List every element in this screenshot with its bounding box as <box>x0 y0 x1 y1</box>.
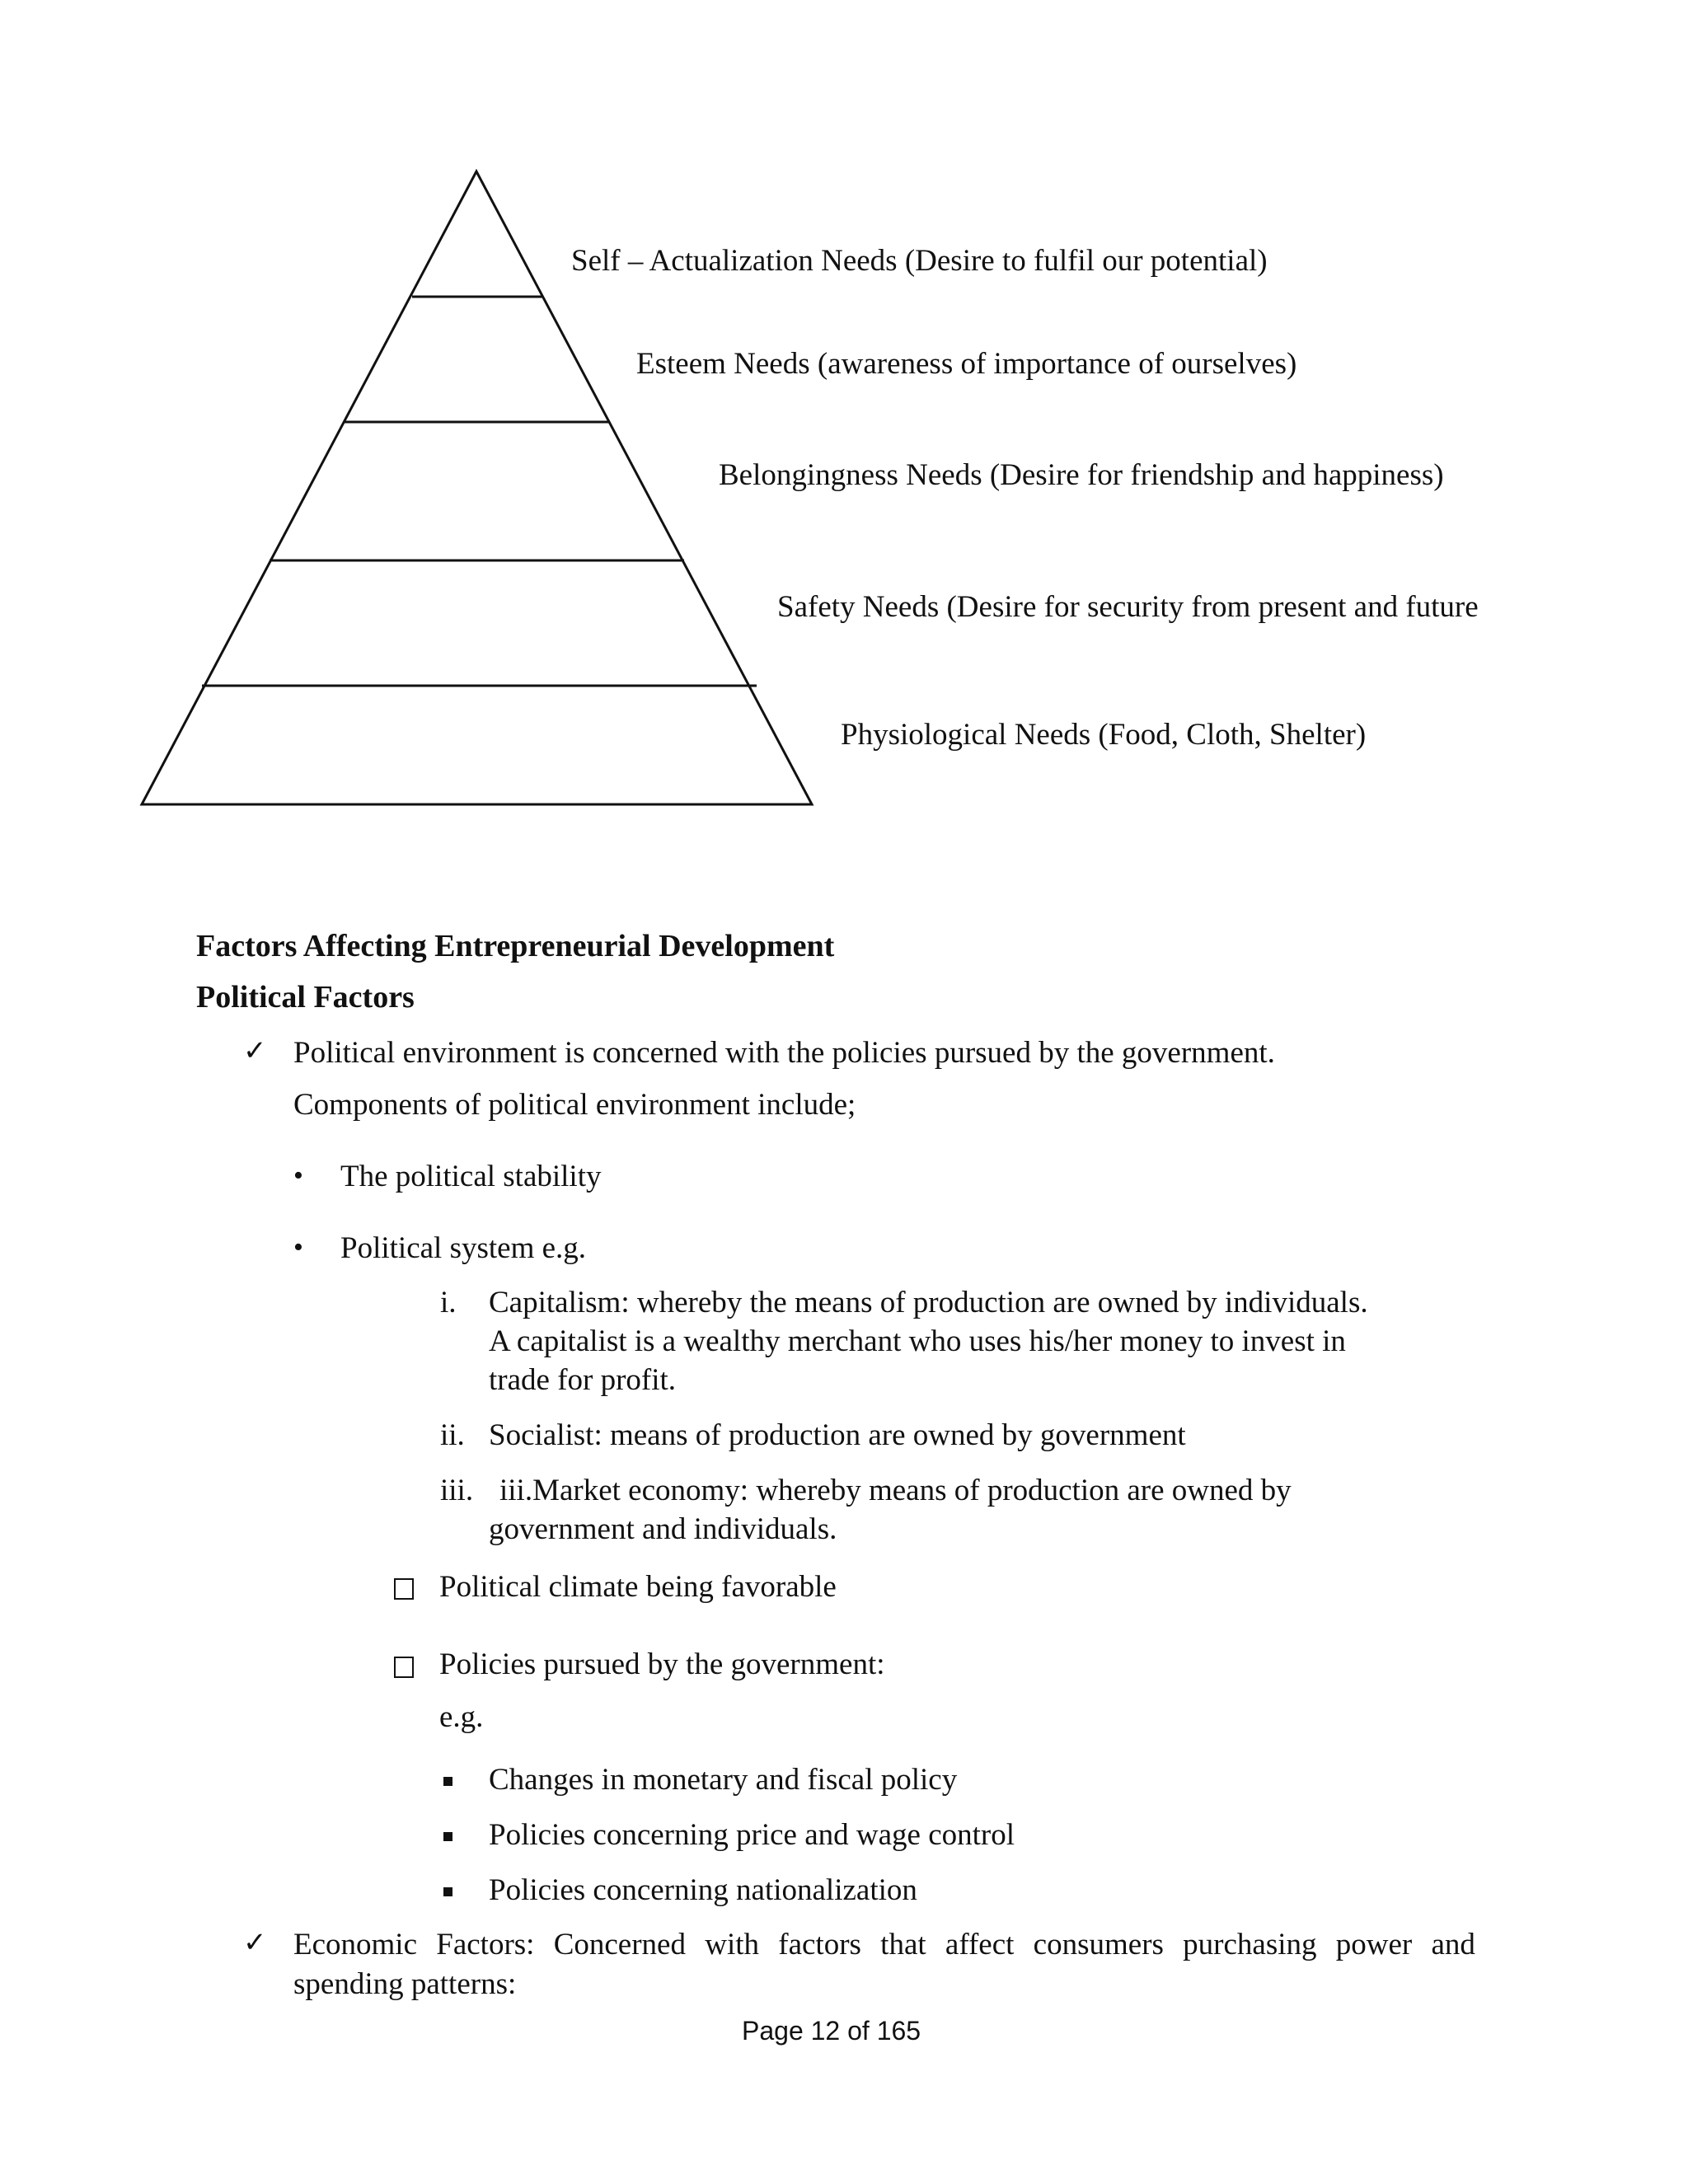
political-point-line1: Political environment is concerned with the policies pursued by the government. <box>293 1036 1275 1070</box>
checkmark-icon: ✓ <box>243 1036 267 1066</box>
list-item-line: Socialist: means of production are owned by government <box>489 1418 1186 1452</box>
policy-item: Policies concerning nationalization <box>489 1873 917 1907</box>
climate-item: Political climate being favorable <box>439 1570 837 1604</box>
list-item-line: A capitalist is a wealthy merchant who uses his/her money to invest in <box>489 1324 1346 1358</box>
square-bullet-icon <box>443 1832 452 1841</box>
pyramid-label-self-actualization: Self – Actualization Needs (Desire to fulfil our potential) <box>571 244 1268 278</box>
pyramid-label-belongingness: Belongingness Needs (Desire for friendship and happiness) <box>719 458 1444 492</box>
missing-glyph-box-icon <box>394 1657 414 1678</box>
policy-item: Policies concerning price and wage control <box>489 1818 1015 1852</box>
checkmark-icon: ✓ <box>243 1928 267 1958</box>
section-title: Factors Affecting Entrepreneurial Development <box>196 929 835 963</box>
economic-line1: Economic Factors: Concerned with factors that affect consumers purchasing power and <box>293 1928 1475 1961</box>
missing-glyph-box-icon <box>394 1578 414 1600</box>
pyramid-label-safety: Safety Needs (Desire for security from present and future <box>777 590 1479 624</box>
square-bullet-icon <box>443 1887 452 1896</box>
list-item-line: government and individuals. <box>489 1512 837 1546</box>
page-number: Page 12 of 165 <box>742 2016 921 2046</box>
bullet-dot-icon: • <box>293 1232 303 1263</box>
section-subtitle: Political Factors <box>196 980 415 1015</box>
bullet-item: Political system e.g. <box>340 1231 587 1265</box>
list-item-line: iii.Market economy: whereby means of production are owned by <box>499 1474 1292 1507</box>
list-item-line: trade for profit. <box>489 1363 677 1397</box>
policies-item: Policies pursued by the government: <box>439 1647 885 1681</box>
square-bullet-icon <box>443 1777 452 1786</box>
list-number: i. <box>440 1286 457 1319</box>
eg-label: e.g. <box>439 1700 484 1734</box>
list-number: ii. <box>440 1418 465 1452</box>
policy-item: Changes in monetary and fiscal policy <box>489 1763 958 1797</box>
pyramid-label-physiological: Physiological Needs (Food, Cloth, Shelter) <box>841 718 1367 752</box>
pyramid-label-esteem: Esteem Needs (awareness of importance of ourselves) <box>636 347 1297 381</box>
bullet-item: The political stability <box>340 1160 602 1193</box>
list-number: iii. <box>440 1474 474 1507</box>
political-point-line2: Components of political environment include; <box>293 1088 856 1122</box>
list-item-line: Capitalism: whereby the means of production are owned by individuals. <box>489 1286 1368 1319</box>
bullet-dot-icon: • <box>293 1160 303 1191</box>
economic-line2: spending patterns: <box>293 1967 517 2001</box>
